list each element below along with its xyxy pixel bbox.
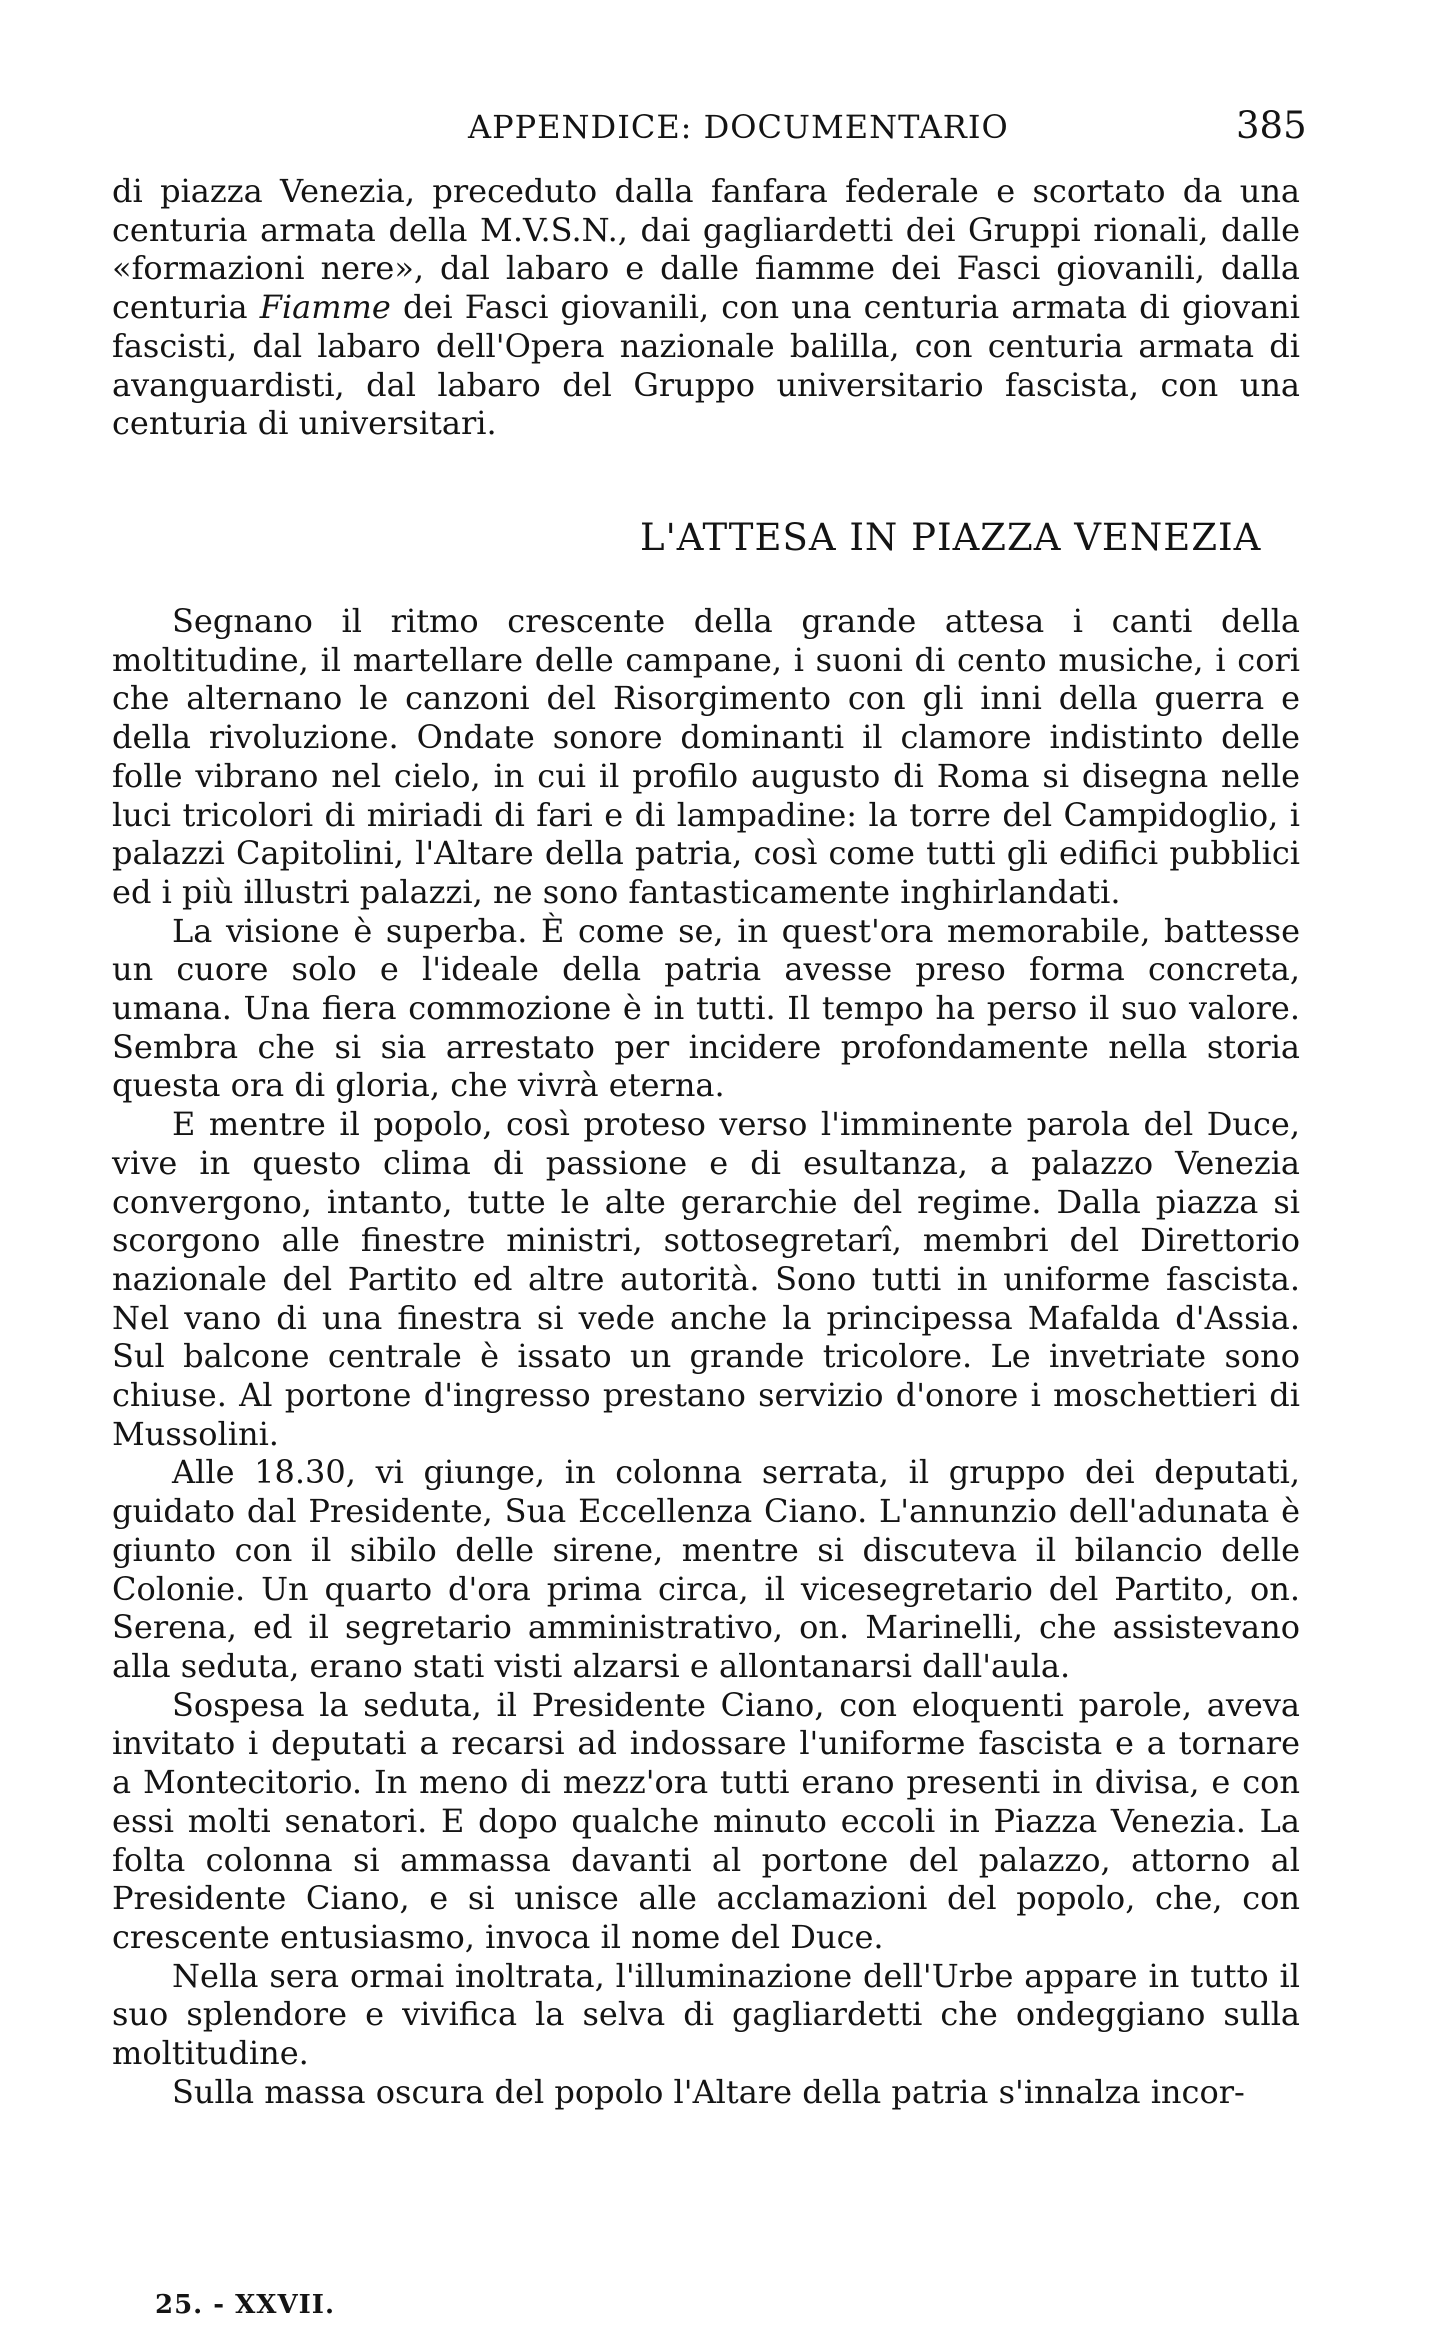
printer-signature: 25. - XXVII. [155,2290,336,2320]
paragraph: Nella sera ormai inoltrata, l'illuminazione dell'Urbe appare in tutto il suo splendore e vivifica la selva di gagliardetti che ondeggiano sulla moltitudine. [112,1956,1300,2073]
paragraph: Segnano il ritmo crescente della grande attesa i canti della moltitudine, il martellare delle campane, i suoni di cento musiche, i cori che alternano le canzoni del Risorgimento con gli inni della guerra e della rivoluzione. Ondate sonore dominanti il clamore indistinto delle folle vibrano nel cielo, in cui il profilo augusto di Roma si disegna nelle luci tricolori di miriadi di fari e di lampadine: la torre del Campidoglio, i palazzi Capitolini, l'Altare della patria, così come tutti gli edifici pubblici ed i più illustri palazzi, ne sono fantasticamente inghirlandati. [112,602,1300,911]
paragraph: La visione è superba. È come se, in quest'ora memorabile, battesse un cuore solo e l'ideale della patria avesse preso forma concreta, umana. Una fiera commozione è in tutti. Il tempo ha perso il suo valore. Sembra che si sia arrestato per incidere profondamente nella storia questa ora di gloria, che vivrà eterna. [112,911,1300,1105]
running-header: APPENDICE: DOCUMENTARIO [468,108,1009,146]
italic-term: Fiamme [259,288,391,327]
intro-text-continued: dei Fasci giovanili, con una centuria armata di giovani fascisti, dal labaro dell'Opera nazionale balilla, con centuria armata di avanguardisti, dal labaro del Gruppo universitario fascista, con una centuria di universitari. [112,288,1301,443]
paragraph: Sospesa la seduta, il Presidente Ciano, con eloquenti parole, aveva invitato i deputati a recarsi ad indossare l'uniforme fascista e a tornare a Montecitorio. In meno di mezz'ora tutti erano presenti in divisa, e con essi molti senatori. E dopo qualche minuto eccoli in Piazza Venezia. La folta colonna si ammassa davanti al portone del palazzo, attorno al Presidente Ciano, e si unisce alle acclamazioni del popolo, che, con crescente entusiasmo, invoca il nome del Duce. [112,1685,1300,1956]
intro-paragraph [112,172,1300,443]
paragraph: Sulla massa oscura del popolo l'Altare della patria s'innalza incor- [172,2072,1245,2111]
body-text [112,602,1300,2111]
page-number: 385 [1236,104,1307,147]
paragraph: E mentre il popolo, così proteso verso l'imminente parola del Duce, vive in questo clima di passione e di esultanza, a palazzo Venezia convergono, intanto, tutte le alte gerarchie del regime. Dalla piazza si scorgono alle finestre ministri, sottosegretarî, membri del Direttorio nazionale del Partito ed altre autorità. Sono tutti in uniforme fascista. Nel vano di una finestra si vede anche la principessa Mafalda d'Assia. Sul balcone centrale è issato un grande tricolore. Le invetriate sono chiuse. Al portone d'ingresso prestano servizio d'onore i moschettieri di Mussolini. [112,1105,1300,1453]
section-heading: L'ATTESA IN PIAZZA VENEZIA [640,516,1262,559]
intro-text: di piazza Venezia, preceduto dalla fanfara federale e scortato da una centuria armata della M.V.S.N., dai gagliardetti dei Gruppi rionali, dalle «formazioni nere», dal labaro e dalle fiamme dei Fasci giovanili, dalla centuria [112,172,1300,327]
paragraph: Alle 18.30, vi giunge, in colonna serrata, il gruppo dei deputati, guidato dal Presidente, Sua Eccellenza Ciano. L'annunzio dell'adunata è giunto con il sibilo delle sirene, mentre si discuteva il bilancio delle Colonie. Un quarto d'ora prima circa, il vicesegretario del Partito, on. Serena, ed il segretario amministrativo, on. Marinelli, che assistevano alla seduta, erano stati visti alzarsi e allontanarsi dall'aula. [112,1453,1300,1685]
